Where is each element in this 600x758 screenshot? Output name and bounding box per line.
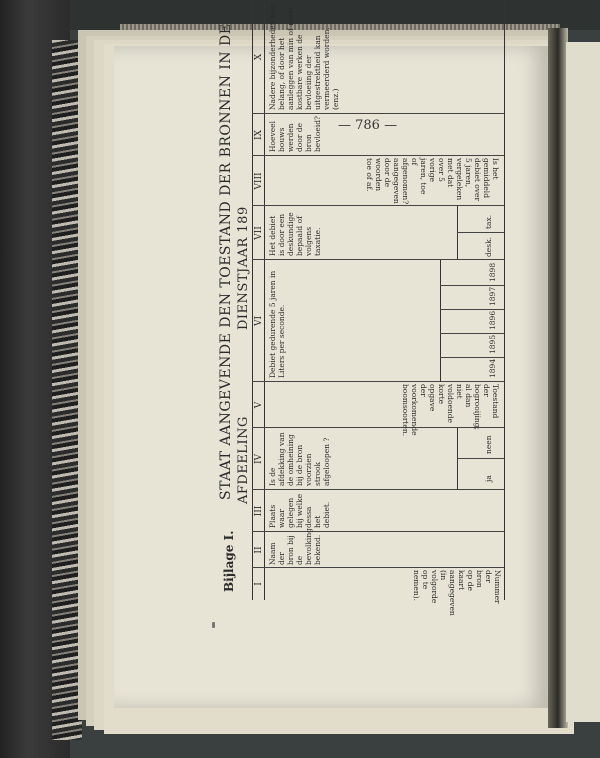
col-VII-subrule bbox=[457, 206, 458, 260]
col-IV-ja: ja bbox=[484, 475, 493, 482]
col-IV-header: Is de afdekking van de omheining bij de bron voorzien strook afgeloopen ? bbox=[268, 432, 331, 486]
col-III-number: III bbox=[254, 505, 264, 517]
year-1896: 1896 bbox=[488, 310, 497, 330]
dienstjaar-label: DIENSTJAAR 189 bbox=[236, 206, 251, 330]
rotated-table-content bbox=[200, 0, 580, 616]
col-VII-subdivider bbox=[457, 232, 504, 233]
col-I-header: Nummer der bron op de kaart aangegeven (in volgorde op te nemen). bbox=[412, 570, 502, 616]
col-IX-header: Hoeveel bouws werden door de bron bevloeid? bbox=[268, 115, 322, 152]
col-divider bbox=[252, 155, 504, 156]
page-number: — 786 — bbox=[338, 118, 398, 133]
page-title: STAAT AANGEVENDE DEN TOESTAND DER BRONNEN IN DE bbox=[218, 23, 234, 500]
col-IV-neen: neen bbox=[484, 435, 493, 454]
year-1898: 1898 bbox=[488, 262, 497, 282]
col-VI-header: Debiet gedurende 5 jaren in Liters per seconde. bbox=[268, 270, 286, 378]
col-IV-subrule bbox=[457, 428, 458, 490]
col-IV-subdivider bbox=[457, 458, 504, 459]
col-IV-number: IV bbox=[254, 453, 264, 465]
roman-row-rule bbox=[264, 0, 265, 600]
col-divider bbox=[252, 113, 504, 114]
col-divider bbox=[252, 489, 504, 490]
col-VIII-header: Is het gemiddeld debiet over 5 jaren, vergeleken met dat over 5 vorige jaren, toe of afgenomen? aangegeven door de woorden toe of af. bbox=[365, 158, 500, 205]
col-IX-number: IX bbox=[254, 130, 264, 140]
col-divider bbox=[252, 381, 504, 382]
col-V-header: Toestand der bogrooijing; al dan niet voldoende korte opgave der voorkomende boomsoorten. bbox=[401, 384, 500, 437]
afdeeling-label: AFDEELING bbox=[236, 416, 251, 504]
col-divider bbox=[252, 531, 504, 532]
col-VII-desk: desk. bbox=[484, 236, 493, 257]
col-I-number: I bbox=[254, 582, 264, 586]
col-VII-tax: tax. bbox=[484, 214, 493, 229]
col-X-number: X bbox=[254, 53, 264, 61]
col-II-header: Naam der bron bij de bevolking bekend. bbox=[268, 528, 322, 565]
col-divider bbox=[252, 427, 504, 428]
year-1895: 1895 bbox=[488, 334, 497, 354]
col-V-number: V bbox=[254, 401, 264, 409]
year-1894: 1894 bbox=[488, 358, 497, 378]
col-VI-number: VI bbox=[254, 315, 264, 327]
status-table bbox=[252, 0, 512, 616]
col-II-number: II bbox=[254, 546, 264, 554]
col-VI-subrule bbox=[440, 260, 441, 382]
table-top-rule bbox=[252, 0, 253, 600]
col-divider bbox=[252, 259, 504, 260]
col-divider bbox=[252, 567, 504, 568]
stray-mark bbox=[212, 622, 215, 628]
col-VIII-number: VIII bbox=[254, 172, 264, 190]
col-VII-header: Het debiet is door een deskundige bepaald of volgens taxatie. bbox=[268, 212, 322, 256]
col-VII-number: VII bbox=[254, 226, 264, 240]
col-III-header: Plaats waar gelegen bij welke dessa het debiet. bbox=[268, 493, 331, 528]
col-divider bbox=[252, 205, 504, 206]
col-X-header: Nadere bijzonderheden van belang, of door het aanleggen van min of meer kostbare werken de bevloeiing der uitgestrektheid kan vermeerderd worden. (enz.) bbox=[268, 4, 340, 110]
bijlage-label: Bijlage I. bbox=[222, 530, 236, 592]
year-1897: 1897 bbox=[488, 286, 497, 306]
table-bottom-rule bbox=[504, 0, 505, 600]
